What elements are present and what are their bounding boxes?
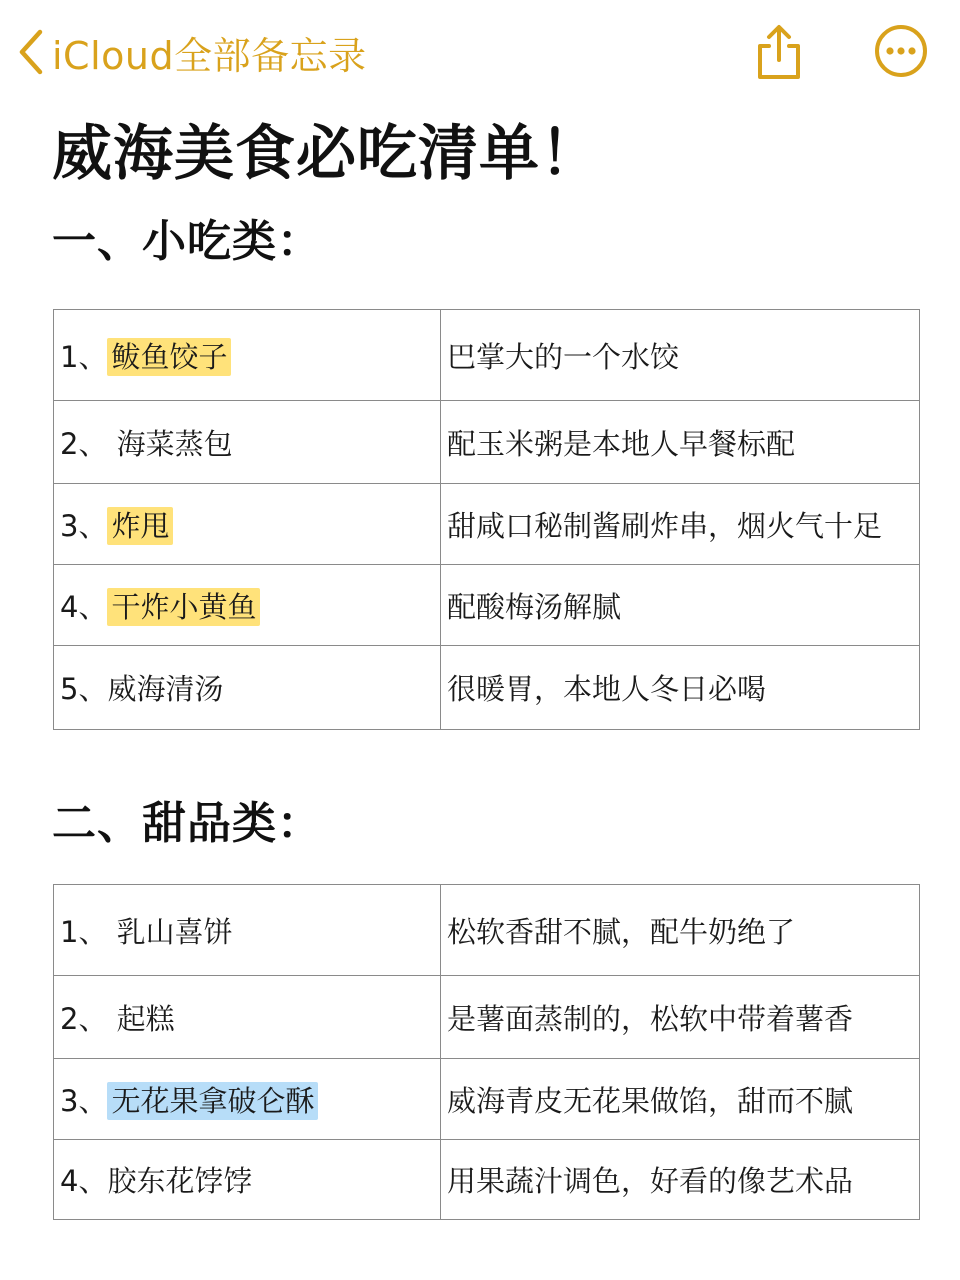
highlighted-food-name: 无花果拿破仑酥 bbox=[107, 1082, 318, 1120]
table-row bbox=[54, 976, 920, 1059]
share-icon bbox=[752, 67, 806, 86]
desserts-table bbox=[53, 884, 920, 1220]
highlighted-food-name: 干炸小黄鱼 bbox=[107, 588, 260, 626]
food-name: 胶东花饽饽 bbox=[107, 1164, 253, 1198]
more-options-button[interactable] bbox=[874, 24, 928, 78]
food-description: 配酸梅汤解腻 bbox=[441, 565, 920, 646]
food-name-cell bbox=[54, 401, 441, 484]
note-title: 威海美食必吃清单！ bbox=[52, 119, 601, 189]
food-description: 很暖胃，本地人冬日必喝 bbox=[441, 646, 920, 730]
share-button[interactable] bbox=[752, 24, 806, 82]
highlighted-food-name: 炸甩 bbox=[107, 507, 173, 545]
section-heading-desserts: 二、甜品类： bbox=[52, 798, 322, 849]
table-row bbox=[54, 484, 920, 565]
food-name-cell bbox=[54, 646, 441, 730]
food-name-cell bbox=[54, 976, 441, 1059]
food-name: 乳山喜饼 bbox=[116, 914, 233, 949]
table-row bbox=[54, 565, 920, 646]
food-name-cell bbox=[54, 885, 441, 976]
item-number: 1、 bbox=[60, 339, 108, 374]
food-name: 威海清汤 bbox=[107, 672, 224, 706]
food-name-cell bbox=[54, 1059, 441, 1140]
food-name: 海菜蒸包 bbox=[116, 426, 233, 461]
food-name-cell bbox=[54, 310, 441, 401]
table-row bbox=[54, 646, 920, 730]
more-icon bbox=[874, 63, 928, 82]
food-description: 威海青皮无花果做馅，甜而不腻 bbox=[441, 1059, 920, 1140]
back-button[interactable] bbox=[18, 22, 367, 82]
food-name-cell bbox=[54, 565, 441, 646]
snacks-table bbox=[53, 309, 920, 730]
table-row bbox=[54, 310, 920, 401]
table-row bbox=[54, 1059, 920, 1140]
food-description: 甜咸口秘制酱刷炸串，烟火气十足 bbox=[441, 484, 920, 565]
table-row bbox=[54, 885, 920, 976]
item-number: 4、 bbox=[60, 589, 108, 624]
table-row bbox=[54, 1140, 920, 1220]
section-heading-snacks: 一、小吃类： bbox=[52, 216, 322, 267]
food-name-cell bbox=[54, 1140, 441, 1220]
top-navigation-bar bbox=[0, 0, 960, 110]
food-description: 巴掌大的一个水饺 bbox=[441, 310, 920, 401]
food-name-cell bbox=[54, 484, 441, 565]
food-name: 起糕 bbox=[116, 1001, 175, 1036]
food-description: 用果蔬汁调色，好看的像艺术品 bbox=[441, 1140, 920, 1220]
back-button-label: iCloud全部备忘录 bbox=[52, 33, 367, 78]
item-number: 2、 bbox=[60, 426, 117, 461]
food-description: 松软香甜不腻，配牛奶绝了 bbox=[441, 885, 920, 976]
item-number: 3、 bbox=[60, 1083, 108, 1118]
food-description: 是薯面蒸制的，松软中带着薯香 bbox=[441, 976, 920, 1059]
item-number: 2、 bbox=[60, 1001, 117, 1036]
table-row bbox=[54, 401, 920, 484]
item-number: 1、 bbox=[60, 914, 117, 949]
highlighted-food-name: 鲅鱼饺子 bbox=[107, 338, 231, 376]
food-description: 配玉米粥是本地人早餐标配 bbox=[441, 401, 920, 484]
item-number: 4、 bbox=[60, 1164, 108, 1198]
chevron-left-icon bbox=[18, 29, 44, 75]
item-number: 5、 bbox=[60, 672, 108, 706]
item-number: 3、 bbox=[60, 508, 108, 543]
